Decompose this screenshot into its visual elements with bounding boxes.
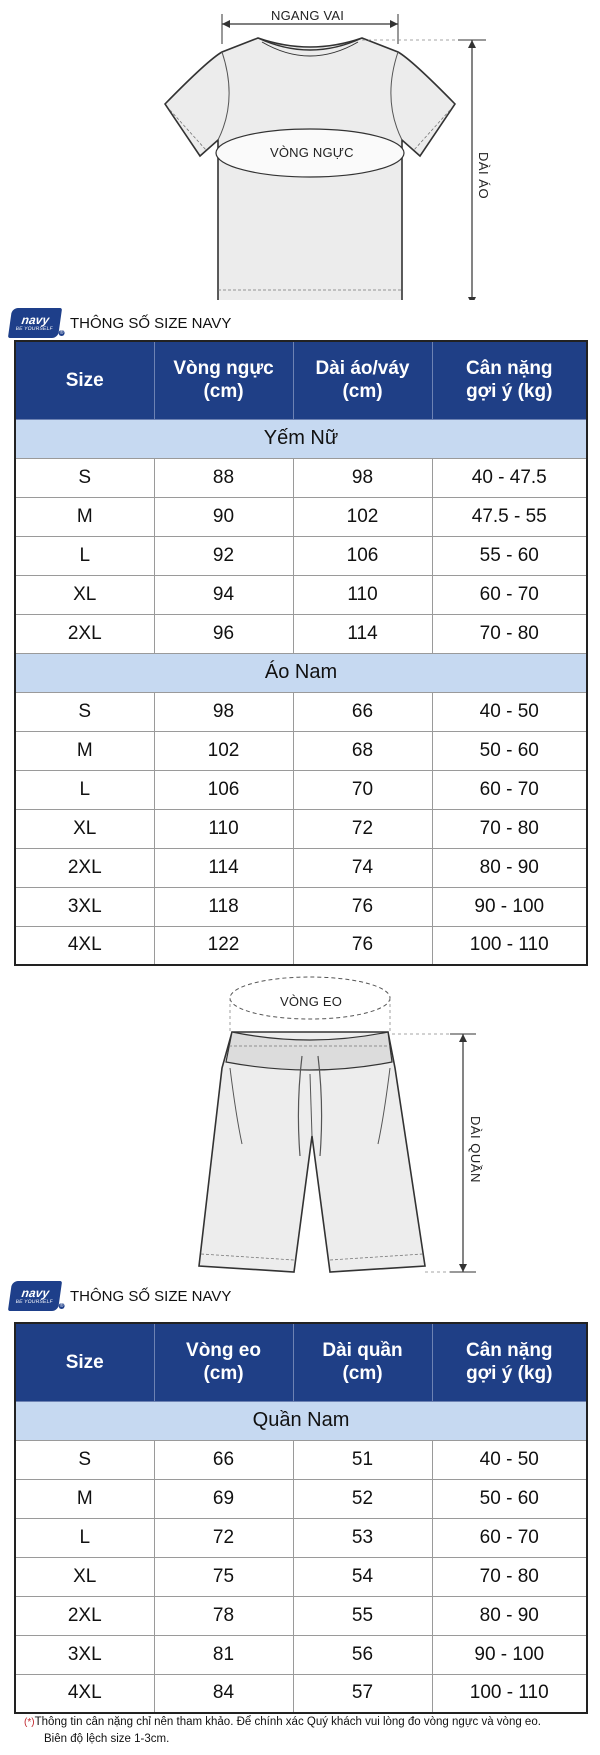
section-row: [15, 419, 587, 458]
waist-label: VÒNG EO: [280, 994, 343, 1009]
table-cell: 80 - 90: [432, 1596, 587, 1635]
table-cell: 60 - 70: [432, 770, 587, 809]
table-cell: 98: [154, 692, 293, 731]
table-cell: S: [15, 458, 154, 497]
table-cell: M: [15, 731, 154, 770]
table-cell: 51: [293, 1440, 432, 1479]
table-row: [15, 926, 587, 965]
table-cell: 110: [154, 809, 293, 848]
table-row: [15, 887, 587, 926]
section-title: Yếm Nữ: [15, 419, 587, 458]
footnote: [24, 1714, 594, 1748]
navy-logo: [8, 1281, 62, 1311]
logo-text: navy: [20, 1286, 51, 1300]
logo-tagline: BE YOURSELF: [15, 326, 54, 332]
column-header: Size: [15, 1323, 154, 1401]
shirt-size-table: [14, 340, 588, 966]
table-cell: 106: [154, 770, 293, 809]
table-cell: 74: [293, 848, 432, 887]
table-cell: 92: [154, 536, 293, 575]
table-row: [15, 1479, 587, 1518]
table-cell: M: [15, 497, 154, 536]
column-header: Cân nặng gợi ý (kg): [432, 1323, 587, 1401]
table-row: [15, 458, 587, 497]
table-cell: 72: [293, 809, 432, 848]
logo-tagline: BE YOURSELF: [15, 1299, 54, 1305]
column-header: Vòng ngực (cm): [154, 341, 293, 419]
footnote-mark: (*): [24, 1717, 35, 1728]
section-title: Quần Nam: [15, 1401, 587, 1440]
table-cell: 66: [154, 1440, 293, 1479]
table-cell: XL: [15, 1557, 154, 1596]
table-cell: 122: [154, 926, 293, 965]
shoulder-width-label: NGANG VAI: [271, 8, 345, 23]
table-cell: 66: [293, 692, 432, 731]
footnote-text: Thông tin cân nặng chỉ nên tham khảo. Để chính xác Quý khách vui lòng đo vòng ngực và vòng eo.: [34, 1716, 541, 1728]
table-cell: 57: [293, 1674, 432, 1713]
table-cell: 60 - 70: [432, 575, 587, 614]
table-cell: 90 - 100: [432, 887, 587, 926]
chest-label: VÒNG NGỰC: [270, 145, 354, 160]
table-row: [15, 575, 587, 614]
table-cell: 96: [154, 614, 293, 653]
table-row: [15, 1518, 587, 1557]
footnote-line-2: Biên độ lệch size 1-3cm.: [44, 1733, 170, 1745]
table-cell: 100 - 110: [432, 1674, 587, 1713]
table-cell: L: [15, 1518, 154, 1557]
table-cell: 110: [293, 575, 432, 614]
table-header-row: [15, 341, 587, 419]
table-row: [15, 1440, 587, 1479]
table-cell: 3XL: [15, 887, 154, 926]
table-cell: 50 - 60: [432, 731, 587, 770]
shorts-illustration: [0, 966, 600, 1278]
table-cell: L: [15, 770, 154, 809]
table-cell: 2XL: [15, 614, 154, 653]
table-cell: 50 - 60: [432, 1479, 587, 1518]
table-cell: 53: [293, 1518, 432, 1557]
table-row: [15, 770, 587, 809]
shirt-diagram: [0, 0, 600, 300]
pants-diagram: [0, 966, 600, 1278]
table-cell: 118: [154, 887, 293, 926]
registered-icon: ®: [59, 330, 64, 336]
table-cell: 78: [154, 1596, 293, 1635]
pants-brand-heading: [10, 1281, 231, 1311]
table-cell: 3XL: [15, 1635, 154, 1674]
table-cell: 70: [293, 770, 432, 809]
pants-size-table: [14, 1322, 588, 1714]
table-row: [15, 1596, 587, 1635]
table-cell: 100 - 110: [432, 926, 587, 965]
table-cell: 40 - 50: [432, 1440, 587, 1479]
section-row: [15, 1401, 587, 1440]
table-cell: 102: [154, 731, 293, 770]
table-cell: 54: [293, 1557, 432, 1596]
logo-text: navy: [20, 313, 51, 327]
table-cell: 81: [154, 1635, 293, 1674]
table-cell: 70 - 80: [432, 1557, 587, 1596]
table-cell: XL: [15, 809, 154, 848]
table-cell: 52: [293, 1479, 432, 1518]
table-cell: 76: [293, 926, 432, 965]
table-cell: S: [15, 1440, 154, 1479]
shirt-length-label: DÀI ÁO: [476, 152, 491, 200]
table-cell: 98: [293, 458, 432, 497]
table-cell: 55: [293, 1596, 432, 1635]
table-cell: 68: [293, 731, 432, 770]
registered-icon: ®: [59, 1303, 64, 1309]
table-row: [15, 809, 587, 848]
table-cell: L: [15, 536, 154, 575]
table-cell: 102: [293, 497, 432, 536]
table-cell: 40 - 50: [432, 692, 587, 731]
navy-logo: [8, 308, 62, 338]
table-row: [15, 1557, 587, 1596]
pants-length-label: DÀI QUẦN: [468, 1116, 483, 1183]
table-row: [15, 1635, 587, 1674]
table-cell: 70 - 80: [432, 614, 587, 653]
table-cell: 94: [154, 575, 293, 614]
table-cell: 4XL: [15, 1674, 154, 1713]
table-row: [15, 848, 587, 887]
table-cell: 114: [154, 848, 293, 887]
table-cell: 72: [154, 1518, 293, 1557]
table-cell: 88: [154, 458, 293, 497]
table-cell: 2XL: [15, 848, 154, 887]
column-header: Dài quần (cm): [293, 1323, 432, 1401]
table-cell: 90 - 100: [432, 1635, 587, 1674]
table-row: [15, 731, 587, 770]
section-title: Áo Nam: [15, 653, 587, 692]
table-row: [15, 1674, 587, 1713]
table-cell: 76: [293, 887, 432, 926]
table-cell: S: [15, 692, 154, 731]
column-header: Vòng eo (cm): [154, 1323, 293, 1401]
table-cell: 114: [293, 614, 432, 653]
table-row: [15, 692, 587, 731]
column-header: Dài áo/váy (cm): [293, 341, 432, 419]
table-cell: 4XL: [15, 926, 154, 965]
table-cell: 84: [154, 1674, 293, 1713]
table-cell: 40 - 47.5: [432, 458, 587, 497]
table-cell: 60 - 70: [432, 1518, 587, 1557]
table-cell: 70 - 80: [432, 809, 587, 848]
size-chart-title: THÔNG SỐ SIZE NAVY: [70, 314, 232, 332]
column-header: Cân nặng gợi ý (kg): [432, 341, 587, 419]
shirt-brand-heading: [10, 308, 231, 338]
column-header: Size: [15, 341, 154, 419]
footnote-line-1: [24, 1714, 594, 1731]
table-cell: 69: [154, 1479, 293, 1518]
table-cell: 55 - 60: [432, 536, 587, 575]
section-row: [15, 653, 587, 692]
table-row: [15, 536, 587, 575]
table-row: [15, 497, 587, 536]
table-cell: 75: [154, 1557, 293, 1596]
size-chart-title: THÔNG SỐ SIZE NAVY: [70, 1287, 232, 1305]
table-cell: 56: [293, 1635, 432, 1674]
table-header-row: [15, 1323, 587, 1401]
table-cell: 106: [293, 536, 432, 575]
table-cell: 47.5 - 55: [432, 497, 587, 536]
table-cell: 90: [154, 497, 293, 536]
table-cell: 80 - 90: [432, 848, 587, 887]
table-cell: 2XL: [15, 1596, 154, 1635]
table-cell: XL: [15, 575, 154, 614]
table-row: [15, 614, 587, 653]
table-cell: M: [15, 1479, 154, 1518]
